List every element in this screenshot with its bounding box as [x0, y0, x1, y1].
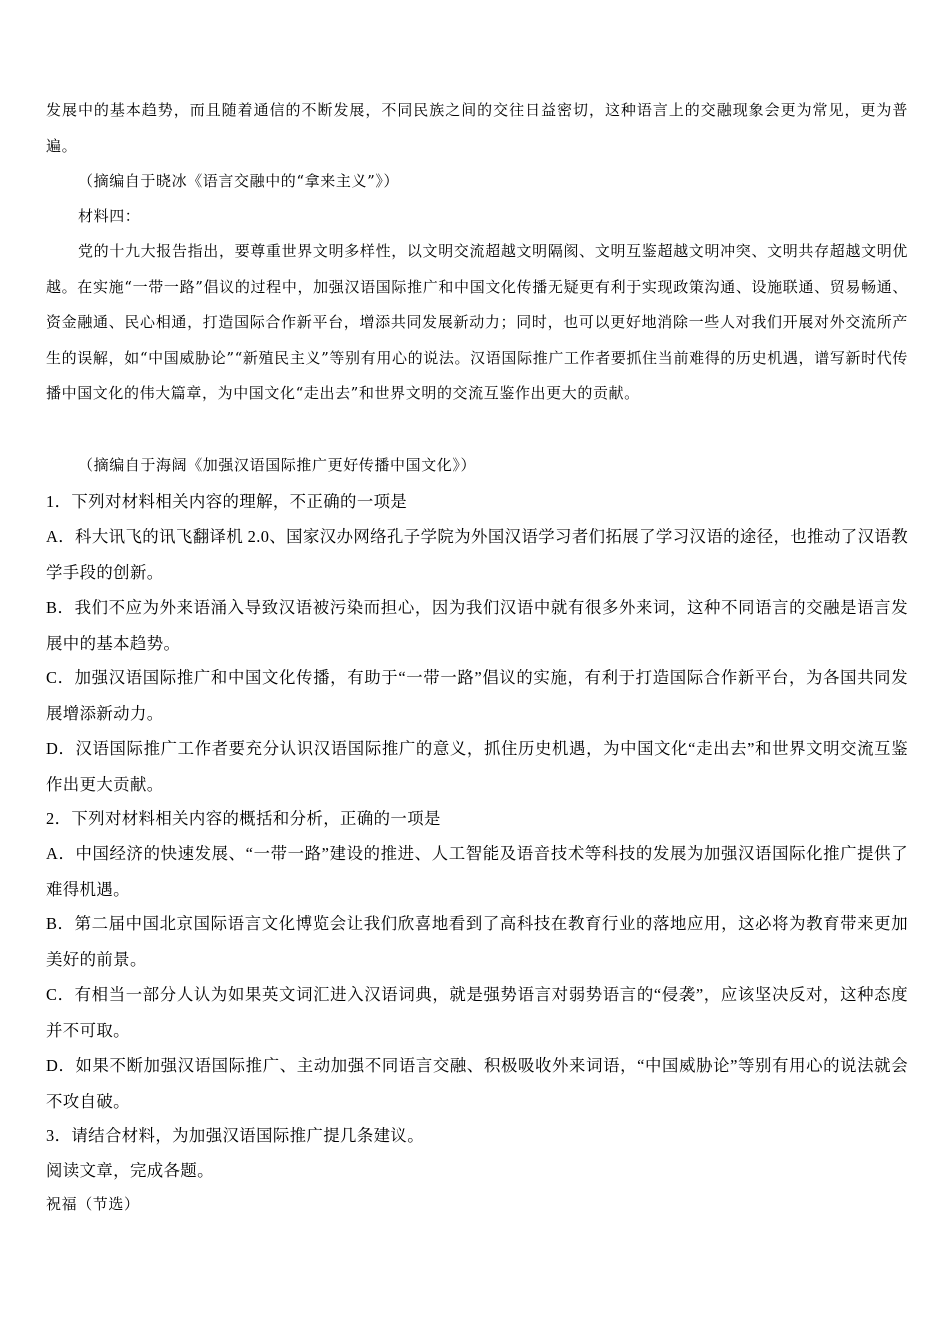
material3-ending-paragraph: 发展中的基本趋势，而且随着通信的不断发展，不同民族之间的交往日益密切，这种语言上的交融现象会更为常见，更为普遍。	[46, 101, 908, 155]
question-1-option-c: C．加强汉语国际推广和中国文化传播，有助于“一带一路”倡议的实施，有利于打造国际合作新平台，为各国共同发展增添新动力。	[46, 668, 908, 723]
passage-title: 祝福（节选）	[46, 1195, 140, 1213]
question-2-option-d: D．如果不断加强汉语国际推广、主动加强不同语言交融、积极吸收外来词语，“中国威胁论”等别有用心的说法就会不攻自破。	[46, 1056, 908, 1111]
question-2-option-b: B．第二届中国北京国际语言文化博览会让我们欣喜地看到了高科技在教育行业的落地应用，这必将为教育带来更加美好的前景。	[46, 914, 908, 969]
reading-instruction: 阅读文章，完成各题。	[46, 1161, 214, 1180]
material4-body: 党的十九大报告指出，要尊重世界文明多样性，以文明交流超越文明隔阂、文明互鉴超越文明冲突、文明共存超越文明优越。在实施“一带一路”倡议的过程中，加强汉语国际推广和中国文化传播无疑更有利于实现政策沟通、设施联通、贸易畅通、资金融通、民心相通，打造国际合作新平台，增添共同发展新动力；同时，也可以更好地消除一些人对我们开展对外交流所产生的误解，如“中国威胁论”“新殖民主义”等别有用心的说法。汉语国际推广工作者要抓住当前难得的历史机遇，谱写新时代传播中国文化的伟大篇章，为中国文化“走出去”和世界文明的交流互鉴作出更大的贡献。	[46, 242, 908, 402]
question-2-stem: 2．下列对材料相关内容的概括和分析，正确的一项是	[46, 809, 441, 828]
question-1-option-a: A．科大讯飞的讯飞翻译机 2.0、国家汉办网络孔子学院为外国汉语学习者们拓展了学习汉语的途径，也推动了汉语教学手段的创新。	[46, 527, 908, 582]
material4-source: （摘编自于海阔《加强汉语国际推广更好传播中国文化》）	[78, 456, 477, 474]
question-2-option-c: C．有相当一部分人认为如果英文词汇进入汉语词典，就是强势语言对弱势语言的“侵袭”，应该坚决反对，这种态度并不可取。	[46, 985, 908, 1040]
material3-source: （摘编自于晓冰《语言交融中的“拿来主义”》）	[78, 172, 400, 190]
question-2-option-a: A．中国经济的快速发展、“一带一路”建设的推进、人工智能及语音技术等科技的发展为加强汉语国际化推广提供了难得机遇。	[46, 844, 908, 899]
question-1-option-b: B．我们不应为外来语涌入导致汉语被污染而担心，因为我们汉语中就有很多外来词，这种不同语言的交融是语言发展中的基本趋势。	[46, 598, 908, 653]
question-1-stem: 1．下列对材料相关内容的理解，不正确的一项是	[46, 492, 408, 511]
question-3-stem: 3．请结合材料，为加强汉语国际推广提几条建议。	[46, 1126, 424, 1145]
material4-heading: 材料四：	[78, 207, 141, 225]
question-1-option-d: D．汉语国际推广工作者要充分认识汉语国际推广的意义，抓住历史机遇，为中国文化“走出去”和世界文明交流互鉴作出更大贡献。	[46, 739, 908, 794]
